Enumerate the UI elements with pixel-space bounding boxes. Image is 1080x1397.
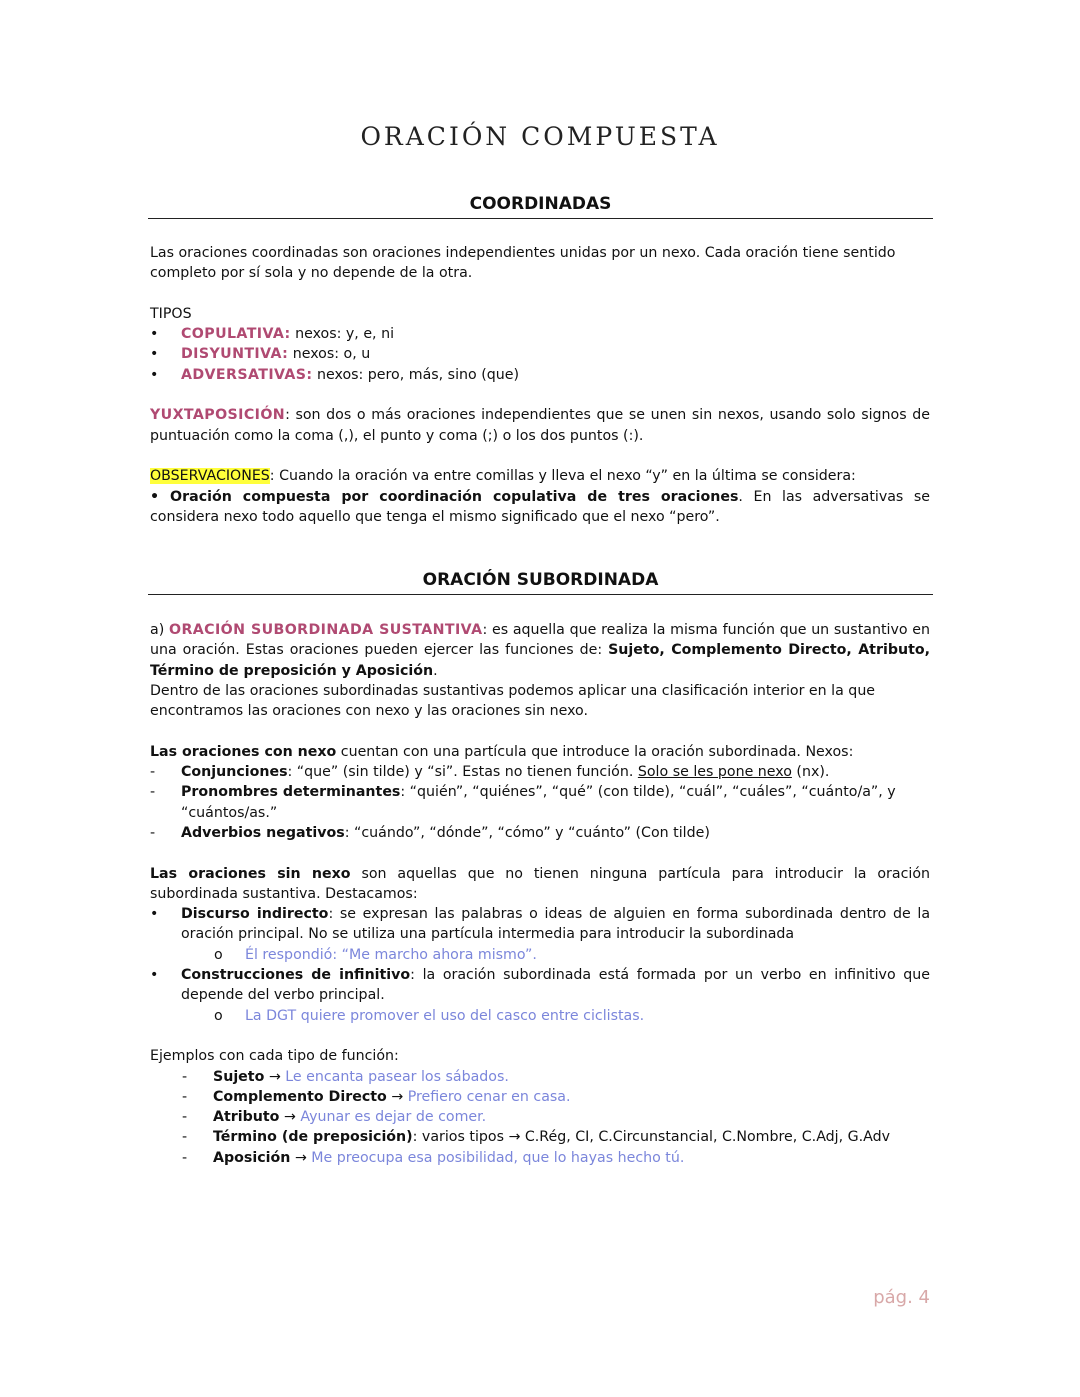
con-nexo-paragraph: Las oraciones con nexo cuentan con una partícula que introduce la oración subordinada. Nexos: <box>150 743 854 760</box>
section-heading-coordinadas: COORDINADAS <box>148 194 933 219</box>
sin-nexo-paragraph: Las oraciones sin nexo son aquellas que no tienen ninguna partícula para introducir la oración subordinada sustantiva. Destacamos: <box>150 865 930 902</box>
example-item: o La DGT quiere promover el uso del casco entre ciclistas. <box>214 1007 645 1024</box>
subordinada-section <box>150 620 930 1168</box>
list-item: • Construcciones de infinitivo: la oración subordinada está formada por un verbo en infinitivo que depende del verbo principal. <box>150 967 930 1004</box>
list-item: • COPULATIVA: nexos: y, e, ni <box>150 326 395 343</box>
page-title: ORACIÓN COMPUESTA <box>360 122 720 151</box>
nexos-list <box>150 762 930 843</box>
sustantiva-definition: a) ORACIÓN SUBORDINADA SUSTANTIVA: es aquella que realiza la misma función que un sustantivo en una oración. Estas oraciones pueden ejercer las funciones de: Sujeto, Complemento Directo, Atributo, Término de preposición y Aposición. <box>150 622 930 679</box>
observaciones-detail: • Oración compuesta por coordinación copulativa de tres oraciones. En las adversativas se considera nexo todo aquello que tenga el mismo significado que el nexo “pero”. <box>150 488 931 525</box>
section-heading-subordinada: ORACIÓN SUBORDINADA <box>148 570 933 595</box>
tipos-list <box>150 324 930 385</box>
coordinadas-section <box>150 243 930 527</box>
clasificacion-paragraph: Dentro de las oraciones subordinadas sustantivas podemos aplicar una clasificación interior en la que encontramos las oraciones con nexo y las oraciones sin nexo. <box>150 682 876 720</box>
ejemplos-list <box>150 1067 930 1168</box>
list-item: - Atributo → Ayunar es dejar de comer. <box>182 1109 487 1126</box>
list-item: - Conjunciones: “que” (sin tilde) y “si”. Estas no tienen función. Solo se les pone nexo (nx). <box>150 764 830 781</box>
example-item: o Él respondió: “Me marcho ahora mismo”. <box>214 946 537 963</box>
sin-nexo-list <box>150 904 930 1026</box>
tipos-label: TIPOS <box>150 305 192 322</box>
list-item: - Adverbios negativos: “cuándo”, “dónde”, “cómo” y “cuánto” (Con tilde) <box>150 824 710 841</box>
observaciones-paragraph: OBSERVACIONES: Cuando la oración va entre comillas y lleva el nexo “y” en la última se considera: <box>150 468 856 485</box>
list-item: - Complemento Directo → Prefiero cenar en casa. <box>182 1088 571 1105</box>
observaciones-highlight: OBSERVACIONES <box>150 468 270 485</box>
list-item: - Aposición → Me preocupa esa posibilidad, que lo hayas hecho tú. <box>182 1149 685 1166</box>
coordinadas-intro: Las oraciones coordinadas son oraciones independientes unidas por un nexo. Cada oración tiene sentido completo por sí sola y no depende de la otra. <box>150 245 896 282</box>
list-item: • DISYUNTIVA: nexos: o, u <box>150 346 371 363</box>
list-item: • ADVERSATIVAS: nexos: pero, más, sino (que) <box>150 366 519 383</box>
page-number: pág. 4 <box>873 1287 930 1308</box>
yuxtaposicion-paragraph: YUXTAPOSICIÓN: son dos o más oraciones independientes que se unen sin nexos, usando solo signos de puntuación como la coma (,), el punto y coma (;) o los dos puntos (:). <box>150 407 930 444</box>
ejemplos-label: Ejemplos con cada tipo de función: <box>150 1048 399 1065</box>
list-item: - Término (de preposición): varios tipos → C.Rég, CI, C.Circunstancial, C.Nombre, C.Adj, G.Adv <box>182 1129 890 1146</box>
list-item: • Discurso indirecto: se expresan las palabras o ideas de alguien en forma subordinada dentro de la oración principal. No se utiliza una partícula intermedia para introducir la subordinada <box>150 906 931 943</box>
list-item: - Pronombres determinantes: “quién”, “quiénes”, “qué” (con tilde), “cuál”, “cuáles”, “cuánto/a”, y “cuántos/as.” <box>150 784 896 821</box>
list-item: - Sujeto → Le encanta pasear los sábados. <box>182 1068 509 1085</box>
